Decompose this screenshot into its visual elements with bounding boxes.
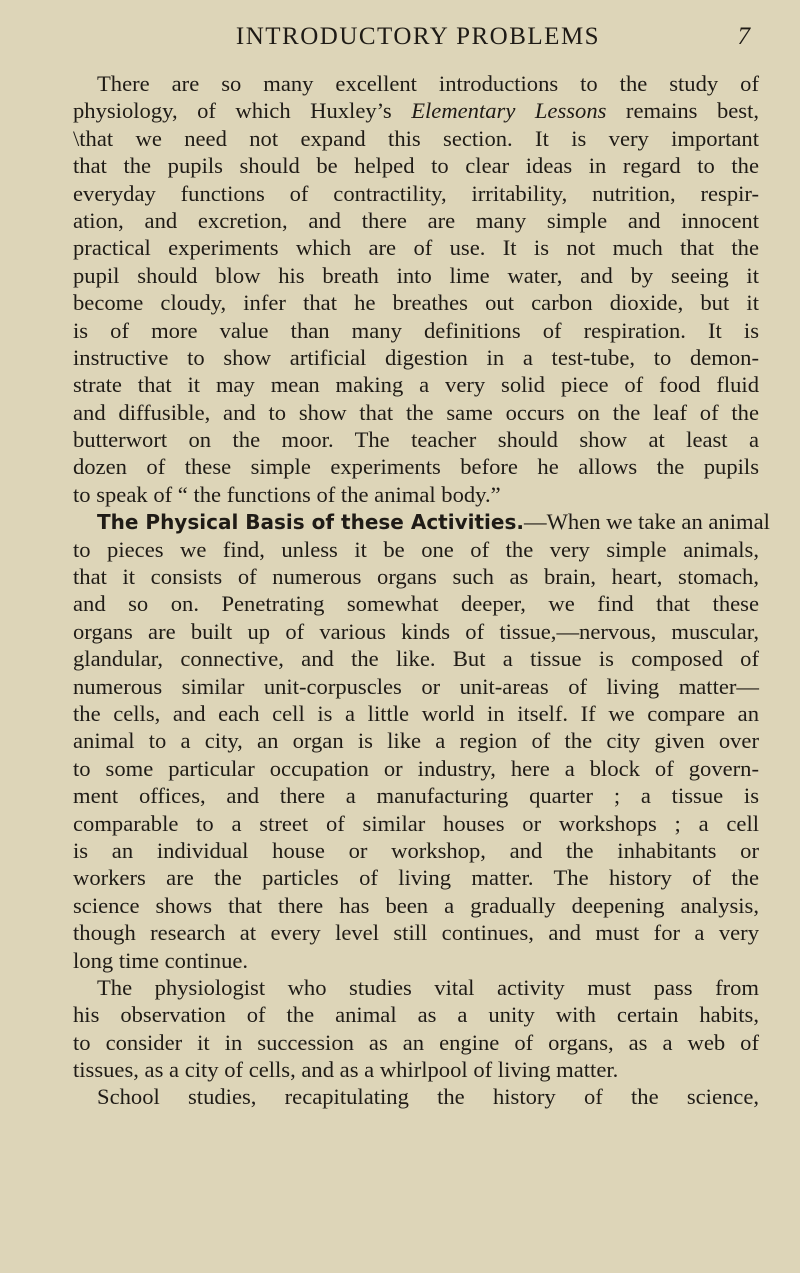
text-line: strate that it may mean making a very solid piece of food fluid (73, 372, 759, 398)
text-line: his observation of the animal as a unity with certain habits, (73, 1002, 759, 1028)
text-line: to speak of “ the functions of the animal body.” (73, 481, 501, 507)
text-line: dozen of these simple experiments before he allows the pupils (73, 454, 759, 480)
text-line: to pieces we find, unless it be one of the very simple animals, (73, 536, 759, 562)
text-line: and so on. Penetrating somewhat deeper, we find that these (73, 591, 759, 617)
text-line: numerous similar unit-corpuscles or unit-areas of living matter— (73, 673, 759, 699)
book-title-italic: Elementary Lessons (411, 98, 607, 124)
text-line: tissues, as a city of cells, and as a whirlpool of living matter. (73, 1057, 619, 1083)
text-line (73, 97, 759, 124)
text-line: animal to a city, an organ is like a region of the city given over (73, 728, 759, 754)
text-line: organs are built up of various kinds of tissue,—nervous, muscular, (73, 618, 759, 644)
text-line: science shows that there has been a gradually deepening analysis, (73, 892, 759, 918)
text-line: \that we need not expand this section. It is very important (73, 125, 759, 151)
text-line: though research at every level still continues, and must for a very (73, 920, 759, 946)
text-line: that it consists of numerous organs such as brain, heart, stomach, (73, 564, 759, 590)
text-line: ment offices, and there a manufacturing quarter ; a tissue is (73, 783, 759, 809)
text-line (73, 508, 770, 535)
text-run: remains best, (606, 98, 759, 124)
text-line: is an individual house or workshop, and the inhabitants or (73, 837, 759, 863)
text-line: comparable to a street of similar houses or workshops ; a cell (73, 810, 759, 836)
text-line: to some particular occupation or industry, here a block of govern- (73, 755, 759, 781)
section-heading: The Physical Basis of these Activities. (97, 510, 524, 535)
text-run: —When we take an animal (523, 509, 770, 535)
text-line: long time continue. (73, 947, 249, 973)
text-line: that the pupils should be helped to clear ideas in regard to the (73, 153, 759, 179)
text-run: physiology, of which Huxley’s (73, 98, 412, 124)
running-head (86, 20, 750, 54)
page-number: 7 (737, 23, 750, 50)
text-line: everyday functions of contractility, irritability, nutrition, respir- (73, 180, 759, 206)
text-line: practical experiments which are of use. It is not much that the (73, 235, 759, 261)
text-line: ation, and excretion, and there are many simple and innocent (73, 207, 759, 233)
text-line: butterwort on the moor. The teacher should show at least a (73, 427, 759, 453)
text-line: instructive to show artificial digestion in a test-tube, to demon- (73, 344, 759, 370)
text-line: pupil should blow his breath into lime water, and by seeing it (73, 262, 759, 288)
text-line: School studies, recapitulating the history of the science, (97, 1084, 759, 1110)
text-line: is of more value than many definitions of respiration. It is (73, 317, 759, 343)
text-line: There are so many excellent introductions to the study of (97, 71, 759, 96)
running-head-title: INTRODUCTORY PROBLEMS (235, 23, 601, 50)
text-line: glandular, connective, and the like. But a tissue is composed of (73, 646, 759, 672)
text-line: the cells, and each cell is a little world in itself. If we compare an (73, 700, 759, 726)
text-line: workers are the particles of living matter. The history of the (73, 865, 759, 891)
text-line: and diffusible, and to show that the same occurs on the leaf of the (73, 399, 759, 425)
text-line: to consider it in succession as an engine of organs, as a web of (73, 1029, 759, 1055)
body-text (73, 70, 770, 1111)
text-line: The physiologist who studies vital activity must pass from (97, 974, 759, 1000)
text-line: become cloudy, infer that he breathes out carbon dioxide, but it (73, 290, 759, 316)
